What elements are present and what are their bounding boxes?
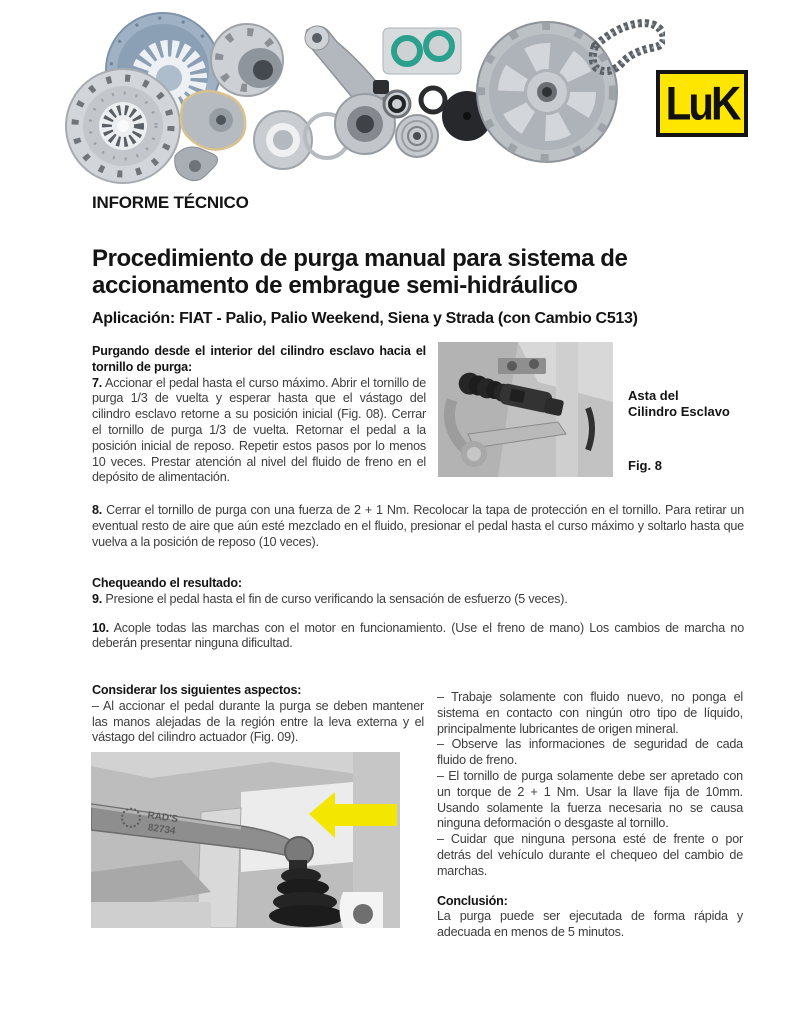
bearing-set-icon [254,94,395,169]
luk-logo [656,70,748,137]
fig8-label-line2: Cilindro Esclavo [628,404,730,419]
step10-number: 10. [92,620,109,635]
fig8-photo [438,342,613,477]
purge-section-heading: Purgando desde el interior del cilindro esclavo hacia el tornillo de purga: [92,344,426,374]
step9-number: 9. [92,591,103,606]
clutch-cover-silver-icon [66,69,180,183]
step8-paragraph [92,503,744,550]
aspects-left-column [92,683,424,746]
purge-section [92,344,426,486]
step9-paragraph [92,592,744,608]
wheel-hub-icon [211,24,283,96]
fig8-caption: Fig. 8 [628,458,662,473]
conclusion-heading: Conclusión: [437,893,508,908]
fig8-label-line1: Asta del [628,388,679,403]
step7-number: 7. [92,375,103,390]
fig9-photo [91,752,400,928]
conclusion-section [437,894,743,941]
aspects-right-bullet-4: – Cuidar que ninguna persona esté de frente o por detrás del vehículo durante el chequeo del cambio de marchas. [437,832,743,878]
page-title-line2: accionamento de embrague semi-hidráulico [92,272,578,299]
parts-collage-banner [35,8,665,186]
step8-text: Cerrar el tornillo de purga con una fuerza de 2 + 1 Nm. Recolocar la tapa de protección en el tornillo. Para retirar un eventual resto de aire que aún esté mezclado en el fluido, presionar el pedal hasta el curso máximo y soltarlo hasta que vuelva a la posición de reposo (10 veces). [92,503,744,549]
page-title-line1: Procedimiento de purga manual para sistema de [92,245,628,272]
step7-paragraph [92,376,426,487]
parts-collage-image [35,8,665,186]
aspects-right-bullet-2: – Observe las informaciones de seguridad de cada fluido de freno. [437,737,743,768]
lever-cast-marking-2: 82734 [147,822,177,838]
step10-text: Acople todas las marchas con el motor en funcionamiento. (Use el freno de mano) Los cambios de marcha no deberán presentar ninguna dificultad. [92,620,744,651]
aspects-right-bullet-3: – El tornillo de purga solamente debe ser apretado con un torque de 2 + 1 Nm. Usar la llave fija de 10mm. Usando solamente la fuerza necesaria no se causa ninguna deformación o desgaste al tornillo. [437,768,743,831]
step7-text: Accionar el pedal hasta el curso máximo. Abrir el tornillo de purga 1/3 de vuelta y esperar hasta que el vástago del cilindro esclavo retorne a su posición inicial (Fig. 08). Cerrar el tornillo de purga 1/3 de vuelta. Retornar el pedal a la posición inicial de reposo. Repetir estos pasos por lo menos 10 veces. Prestar atención al nivel del fluido de freno en el depósito de alimentación. [92,375,426,485]
fig8-label [628,388,748,420]
report-type-label: INFORME TÉCNICO [92,193,249,212]
aspects-right-bullet-1: – Trabaje solamente con fluido nuevo, no ponga el sistema en contacto con ningún otro tipo de líquido, principalmente lubricantes de origen mineral. [437,690,743,736]
aspects-right-column [437,690,743,941]
water-pump-icon [181,91,245,149]
release-fork-icon [175,147,218,181]
step10-paragraph [92,621,744,653]
conclusion-text: La purga puede ser ejecutada de forma rápida y adecuada en menos de 5 minutos. [437,909,743,940]
page-title [92,245,712,299]
step8-number: 8. [92,503,103,517]
aspects-left-bullet: – Al accionar el pedal durante la purga se deben mantener las manos alejadas de la región entre la leva externa y el vástago del cilindro actuador (Fig. 09). [92,698,424,745]
step9-text: Presione el pedal hasta el fin de curso verificando la sensación de esfuerzo (5 veces). [105,591,568,606]
luk-logo-text: LuK [665,76,739,130]
aspects-heading: Considerar los siguientes aspectos: [92,683,302,697]
lever-cast-marking-1: RAD'S [146,810,179,826]
application-subtitle: Aplicación: FIAT - Palio, Palio Weekend, Siena y Strada (con Cambio C513) [92,310,638,327]
slave-cylinder-photo [438,342,613,477]
lever-and-boot-photo [91,752,400,928]
checking-section [92,576,744,652]
checking-heading: Chequeando el resultado: [92,576,242,590]
